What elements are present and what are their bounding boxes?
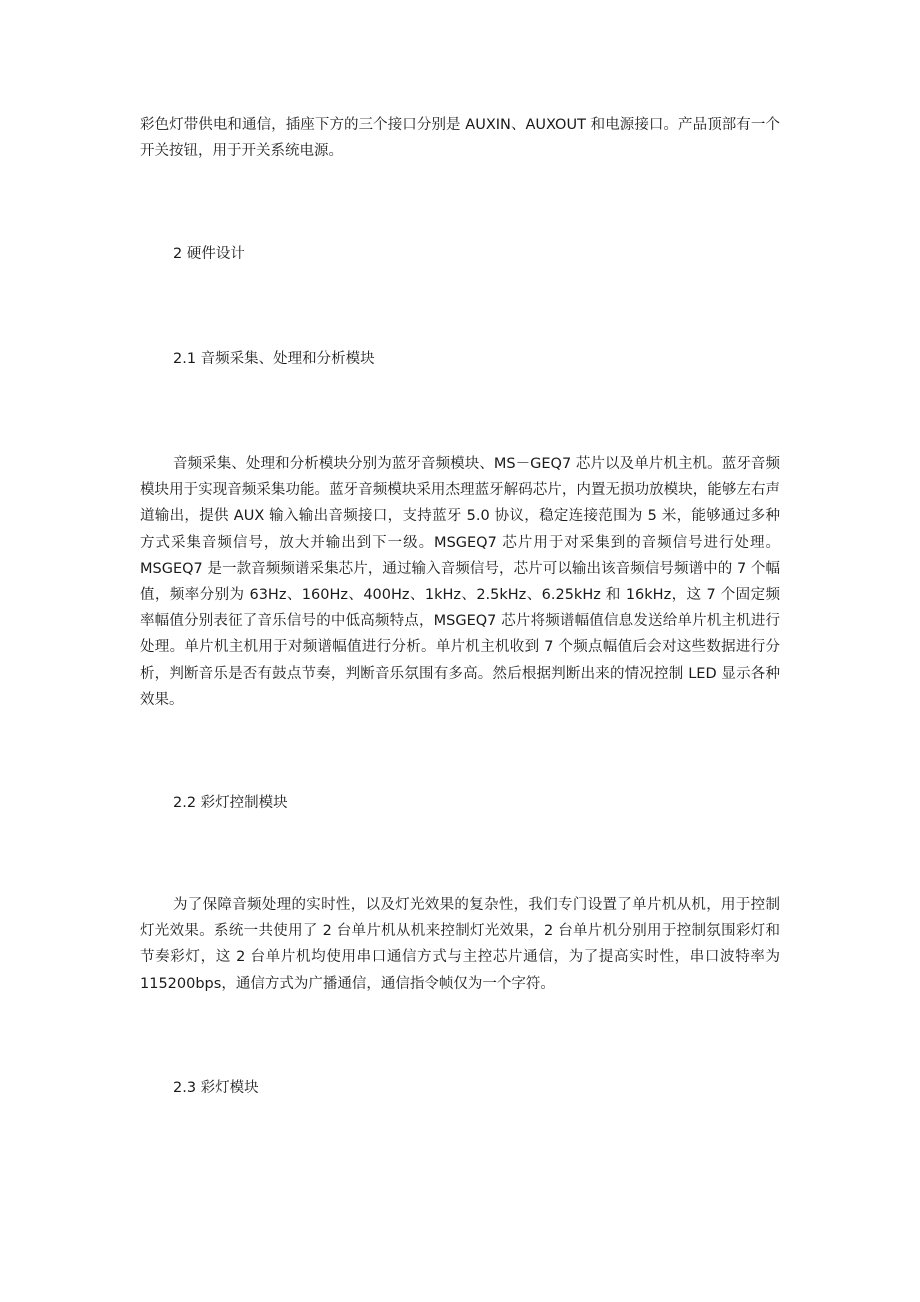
section-2-2-paragraph: 为了保障音频处理的实时性，以及灯光效果的复杂性，我们专门设置了单片机从机，用于控制灯光效果。系统一共使用了 2 台单片机从机来控制灯光效果，2 台单片机分别用于控制氛围彩灯和节奏彩灯，这 2 台单片机均使用串口通信方式与主控芯片通信，为了提高实时性，串口波特率为 115200bps，通信方式为广播通信，通信指令帧仅为一个字符。: [140, 897, 780, 992]
section-2-heading: 2 硬件设计: [173, 246, 245, 262]
section-2-3-heading: 2.3 彩灯模块: [173, 1080, 259, 1096]
section-2-1-paragraph: 音频采集、处理和分析模块分别为蓝牙音频模块、MS－GEQ7 芯片以及单片机主机。蓝牙音频模块用于实现音频采集功能。蓝牙音频模块采用杰理蓝牙解码芯片，内置无损功放模块，能够左右声道输出，提供 AUX 输入输出音频接口，支持蓝牙 5.0 协议，稳定连接范围为 5 米，能够通过多种方式采集音频信号，放大并输出到下一级。MSGEQ7 芯片用于对采集到的音频信号进行处理。MSGEQ7 是一款音频频谱采集芯片，通过输入音频信号，芯片可以输出该音频信号频谱中的 7 个幅值，频率分别为 63Hz、160Hz、400Hz、1kHz、2.5kHz、6.25kHz 和 16kHz，这 7 个固定频率幅值分别表征了音乐信号的中低高频特点，MSGEQ7 芯片将频谱幅值信息发送给单片机主机进行处理。单片机主机用于对频谱幅值进行分析。单片机主机收到 7 个频点幅值后会对这些数据进行分析，判断音乐是否有鼓点节奏，判断音乐氛围有多高。然后根据判断出来的情况控制 LED 显示各种效果。: [140, 456, 780, 708]
section-2-1-heading: 2.1 音频采集、处理和分析模块: [173, 351, 375, 367]
intro-paragraph: 彩色灯带供电和通信，插座下方的三个接口分别是 AUXIN、AUXOUT 和电源接口。产品顶部有一个开关按钮，用于开关系统电源。: [140, 117, 780, 160]
section-2-2-heading: 2.2 彩灯控制模块: [173, 795, 288, 811]
